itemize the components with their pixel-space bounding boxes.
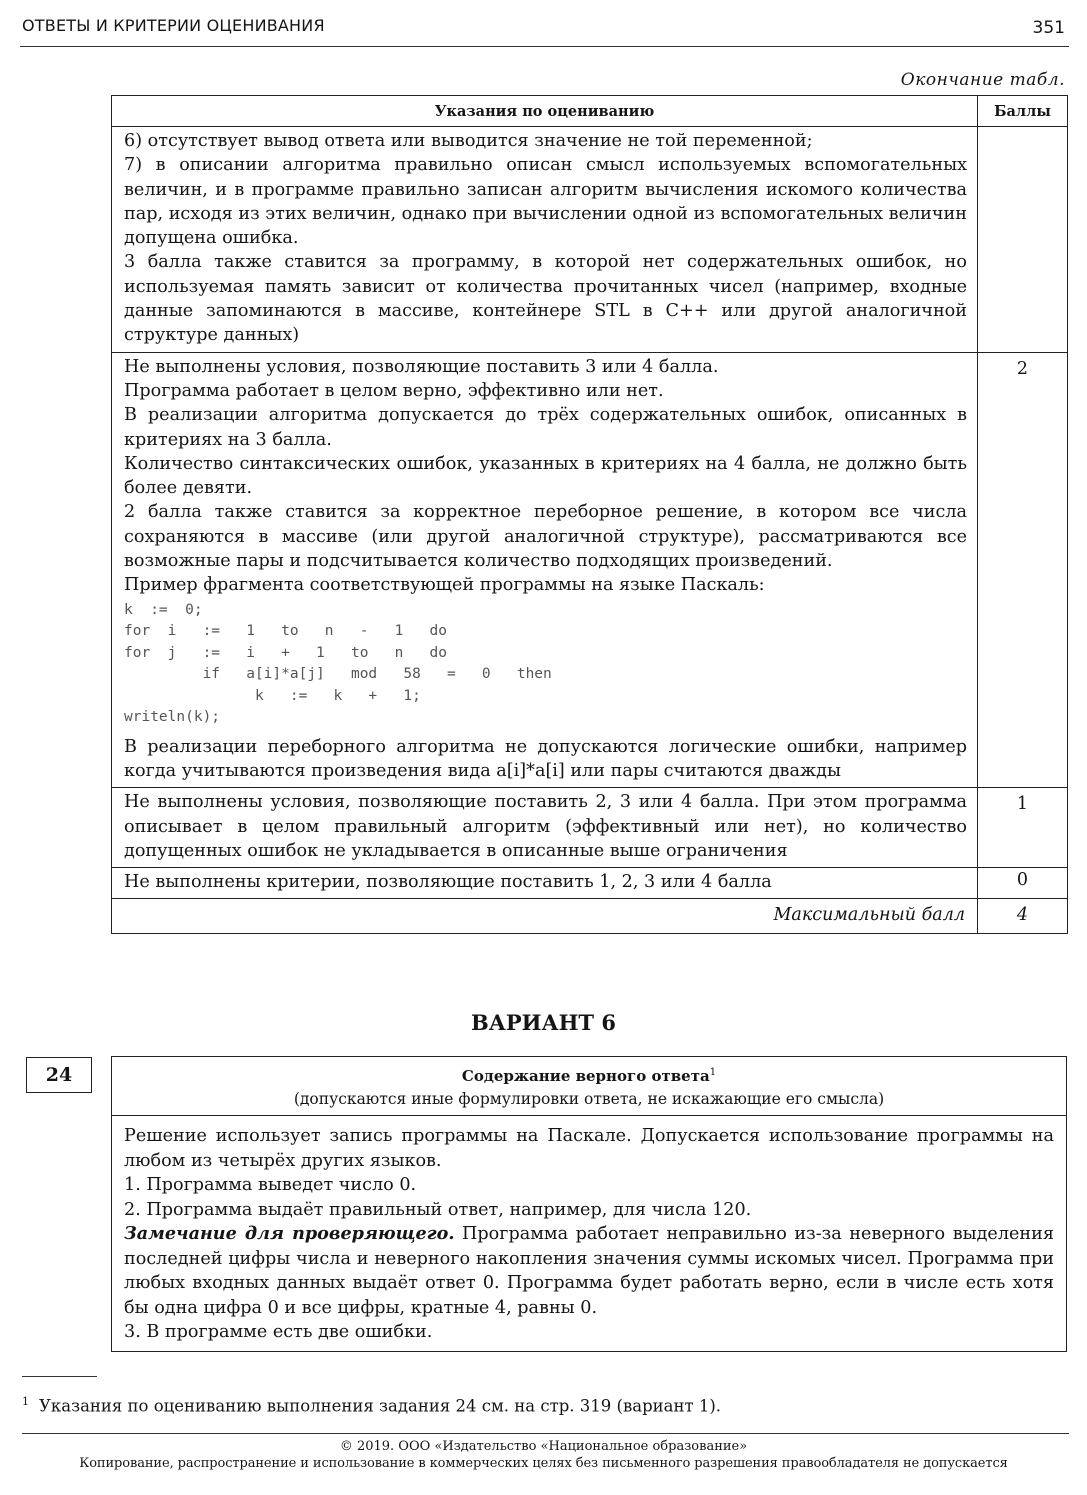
criteria-line: 3 балла также ставится за программу, в которой нет содержательных ошибок, но используемая память зависит от количества прочитанных чисел (например, входные данные запоминаются в массиве, контейнере STL в C++ или другой аналогичной структуре данных)	[124, 252, 967, 346]
answer-line: 3. В программе есть две ошибки.	[124, 1322, 433, 1343]
grading-table-header	[112, 96, 1068, 127]
answer-header-note: (допускаются иные формулировки ответа, не искажающие его смысла)	[293, 1090, 885, 1109]
remark-paragraph	[124, 1222, 1054, 1320]
criteria-cell	[112, 788, 978, 868]
answer-body	[112, 1116, 1067, 1352]
points-cell: 0	[978, 868, 1068, 899]
remark-lead: Замечание для проверяющего.	[124, 1223, 455, 1245]
footnote-marker: 1	[22, 1395, 29, 1408]
answer-table-header	[112, 1057, 1067, 1116]
answer-line: Решение использует запись программы на Паскале. Допускается использование программы на любом из четырёх других языков.	[124, 1126, 1054, 1171]
points-column-header: Баллы	[978, 96, 1068, 127]
page-number: 351	[1032, 18, 1065, 38]
criteria-column-header: Указания по оцениванию	[112, 96, 978, 127]
table-row	[112, 788, 1068, 868]
footnote-divider	[22, 1376, 97, 1377]
footer-divider	[22, 1433, 1069, 1434]
grading-table	[111, 95, 1068, 934]
copyright-notice: Копирование, распространение и использование в коммерческих целях без письменного разрешения правообладателя не допускается	[79, 1456, 1008, 1471]
variant-title: ВАРИАНТ 6	[471, 1010, 616, 1035]
max-score-value: 4	[978, 899, 1068, 934]
table-row	[112, 868, 1068, 899]
header-divider	[20, 46, 1069, 47]
footnote-text: Указания по оцениванию выполнения задания 24 см. на стр. 319 (вариант 1).	[39, 1396, 722, 1416]
criteria-line: Программа работает в целом верно, эффективно или нет.	[124, 380, 664, 401]
criteria-cell	[112, 352, 978, 788]
max-score-row	[112, 899, 1068, 934]
copyright-line: © 2019. ООО «Издательство «Национальное образование»	[339, 1439, 748, 1454]
criteria-line: 7) в описании алгоритма правильно описан смысл используемых вспомогательных величин, и в программе правильно записан алгоритм вычисления искомого количества пар, исходя из этих величин, однако при вычислении одной из вспомогательных величин допущена ошибка.	[124, 155, 967, 249]
table-row	[112, 127, 1068, 353]
criteria-line: 6) отсутствует вывод ответа или выводится значение не той переменной;	[124, 131, 813, 151]
criteria-line: Количество синтаксических ошибок, указанных в критериях на 4 балла, не должно быть более девяти.	[124, 453, 967, 499]
criteria-line: Не выполнены критерии, позволяющие поставить 1, 2, 3 или 4 балла	[124, 872, 772, 893]
answer-line: 2. Программа выдаёт правильный ответ, например, для числа 120.	[124, 1199, 752, 1220]
pascal-code-sample: k := 0; for i := 1 to n - 1 do for j := i + 1 to n do if a[i]*a[j] mod 58 = 0 then k := k + 1; writeln(k);	[124, 601, 552, 726]
criteria-cell	[112, 868, 978, 899]
points-cell: 1	[978, 788, 1068, 868]
section-title: ОТВЕТЫ И КРИТЕРИИ ОЦЕНИВАНИЯ	[22, 16, 325, 35]
criteria-line: 2 балла также ставится за корректное переборное решение, в котором все числа сохраняются в массиве (или другой аналогичной структуре), рассматриваются все возможные пары и подсчитывается количество подходящих произведений.	[124, 502, 967, 572]
criteria-line: Не выполнены условия, позволяющие поставить 2, 3 или 4 балла. При этом программа описывает в целом правильный алгоритм (эффективный или нет), но количество допущенных ошибок не укладывается в описанные выше ограничения	[124, 792, 967, 861]
question-number: 24	[45, 1064, 73, 1086]
criteria-line: Пример фрагмента соответствующей программы на языке Паскаль:	[124, 575, 765, 596]
remark-text: Программа работает неправильно из-за неверного выделения последней цифры числа и неверного накопления значения суммы искомых чисел. Программа при любых входных данных выдаёт ответ 0. Программа будет работать верно, если в числе есть хотя бы одна цифра 0 и все цифры, кратные 4, равны 0.	[124, 1224, 1054, 1318]
answer-table	[111, 1056, 1067, 1352]
points-cell: 2	[978, 352, 1068, 788]
footnote	[22, 1395, 721, 1416]
table-row	[112, 352, 1068, 788]
table-continuation-label: Окончание табл.	[900, 70, 1065, 90]
answer-line: 1. Программа выведет число 0.	[124, 1175, 417, 1196]
max-score-label: Максимальный балл	[112, 899, 978, 934]
criteria-line: Не выполнены условия, позволяющие поставить 3 или 4 балла.	[124, 356, 719, 377]
criteria-line: В реализации алгоритма допускается до трёх содержательных ошибок, описанных в критериях на 3 балла.	[124, 405, 967, 450]
criteria-cell	[112, 127, 978, 353]
question-number-box	[26, 1057, 92, 1093]
criteria-line: В реализации переборного алгоритма не допускаются логические ошибки, например когда учитываются произведения вида a[i]*a[i] или пары считаются дважды	[124, 736, 967, 781]
answer-header-title: Содержание верного ответа	[461, 1067, 710, 1086]
footnote-ref: 1	[709, 1067, 717, 1078]
points-cell	[978, 127, 1068, 353]
